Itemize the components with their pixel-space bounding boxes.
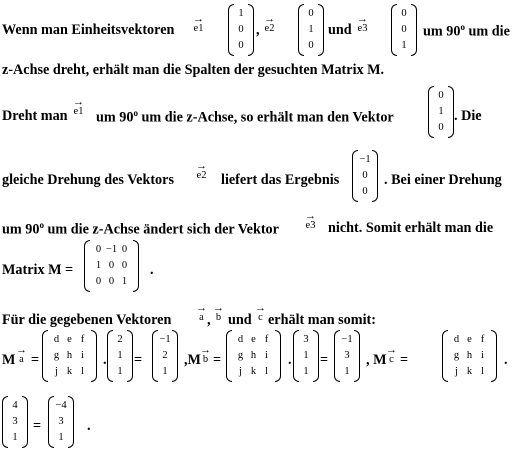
- matrix-cells: [304, 4, 318, 56]
- text: =: [33, 418, 42, 434]
- text: um 90$^o$ um die z-Achse ändert sich der Vektor: [2, 220, 279, 238]
- matrix-cell: 0: [108, 260, 115, 271]
- vector-e3-label: → e3: [305, 210, 316, 231]
- vector-Mc-matrix: [48, 396, 74, 448]
- vector-e3-matrix: [391, 4, 417, 56]
- matrix-cells: [234, 4, 248, 56]
- matrix-cell: 0: [238, 24, 244, 35]
- matrix-cells: [434, 86, 448, 138]
- matrix-cell: 1: [303, 350, 309, 361]
- vector-b-label: → b: [213, 302, 224, 323]
- matrix-cell: e: [467, 334, 472, 345]
- text: gleiche Drehung des Vektors: [2, 172, 174, 188]
- text: ,M: [184, 352, 201, 368]
- right-paren: [313, 330, 319, 382]
- matrix-cell: −1: [159, 334, 171, 345]
- matrix-cell: 0: [308, 40, 314, 51]
- text: =: [400, 352, 409, 368]
- matrix-cells: [8, 396, 22, 448]
- text: .: [150, 262, 154, 278]
- matrix-cell: 1: [162, 366, 168, 377]
- matrix-cell: 0: [401, 8, 407, 19]
- matrix-cell: 0: [438, 122, 444, 133]
- vector-e2-label: → e2: [196, 160, 207, 181]
- matrix-cell: 3: [12, 416, 18, 427]
- matrix-cell: 0: [362, 186, 368, 197]
- matrix-cell: d: [453, 334, 460, 345]
- text: . Bei einer Drehung: [384, 172, 502, 188]
- right-paren: [411, 4, 417, 56]
- right-paren: [91, 330, 97, 382]
- matrix-cell: −1: [359, 154, 371, 165]
- matrix-cell: f: [480, 334, 485, 345]
- matrix-cell: j: [55, 366, 58, 377]
- vector-e2-label: → e2: [264, 13, 275, 34]
- vector-e1-label: → e1: [193, 13, 204, 34]
- right-paren: [22, 396, 28, 448]
- matrix-cell: j: [239, 366, 242, 377]
- matrix-M-generic-c: [442, 330, 497, 382]
- matrix-cell: 1: [117, 350, 123, 361]
- right-paren: [172, 330, 178, 382]
- vector-a-label: → a: [16, 344, 27, 365]
- matrix-cell: k: [66, 366, 73, 377]
- matrix-cell: 1: [117, 366, 123, 377]
- matrix-cell: 0: [95, 244, 102, 255]
- matrix-cells: [340, 330, 354, 382]
- vector-e1-label: → e1: [73, 96, 84, 117]
- matrix-cell: g: [53, 350, 60, 361]
- matrix-cell: l: [481, 366, 484, 377]
- matrix-cell: f: [264, 334, 269, 345]
- matrix-M: [84, 240, 139, 292]
- vector-e1-matrix: [228, 4, 254, 56]
- vector-e2-matrix: [298, 4, 324, 56]
- matrix-cell: 0: [121, 260, 128, 271]
- matrix-cell: g: [237, 350, 244, 361]
- matrix-cell: i: [265, 350, 268, 361]
- right-paren: [372, 150, 378, 202]
- matrix-cell: d: [53, 334, 60, 345]
- right-paren: [275, 330, 281, 382]
- matrix-cell: g: [453, 350, 460, 361]
- vector-c-label: → c: [255, 302, 266, 323]
- matrix-M-generic-b: [226, 330, 281, 382]
- matrix-cells: [158, 330, 172, 382]
- matrix-cell: k: [466, 366, 473, 377]
- matrix-cell: k: [250, 366, 257, 377]
- text: nicht. Somit erhält man die: [328, 220, 494, 236]
- matrix-cell: 0: [238, 40, 244, 51]
- matrix-cell: l: [265, 366, 268, 377]
- matrix-cell: 1: [95, 260, 102, 271]
- matrix-cell: e: [251, 334, 256, 345]
- text: M: [2, 352, 16, 368]
- right-paren: [248, 4, 254, 56]
- text: und: [228, 312, 252, 328]
- matrix-cell: 3: [58, 416, 64, 427]
- matrix-cell: f: [80, 334, 85, 345]
- matrix-cell: 1: [344, 366, 350, 377]
- matrix-cell: 2: [162, 350, 168, 361]
- text: erhält man somit:: [268, 312, 376, 328]
- matrix-cell: 1: [438, 106, 444, 117]
- right-paren: [127, 330, 133, 382]
- vector-c-matrix: [2, 396, 28, 448]
- vector-a-label: → a: [196, 302, 207, 323]
- matrix-cell: e: [67, 334, 72, 345]
- text: =: [213, 352, 222, 368]
- matrix-cell: 3: [344, 350, 350, 361]
- text: z-Achse dreht, erhält man die Spalten der gesuchten Matrix M.: [2, 62, 385, 78]
- vector-b-label: → b: [200, 344, 211, 365]
- matrix-cell: 1: [58, 432, 64, 443]
- rotated-e2-matrix: [352, 150, 378, 202]
- matrix-cells: [397, 4, 411, 56]
- text: um 90$^o$ um die: [423, 22, 510, 40]
- right-paren: [491, 330, 497, 382]
- matrix-cell: 4: [12, 400, 18, 411]
- text: .: [103, 352, 107, 368]
- matrix-cells: [448, 330, 491, 382]
- text: Dreht man: [2, 108, 68, 124]
- matrix-cell: 1: [303, 366, 309, 377]
- text: =: [320, 352, 329, 368]
- matrix-M-generic-a: [42, 330, 97, 382]
- text: und: [328, 22, 352, 38]
- text: =: [134, 352, 143, 368]
- vector-a-matrix: [107, 330, 133, 382]
- matrix-cell: l: [81, 366, 84, 377]
- matrix-cell: −1: [105, 244, 118, 255]
- text: um 90$^o$ um die z-Achse, so erhält man den Vektor: [96, 108, 394, 126]
- right-paren: [68, 396, 74, 448]
- right-paren: [318, 4, 324, 56]
- text: ,: [256, 22, 260, 38]
- matrix-cell: h: [466, 350, 473, 361]
- matrix-cell: 1: [238, 8, 244, 19]
- text: Für die gegebenen Vektoren: [2, 312, 172, 328]
- matrix-cell: 0: [95, 276, 102, 287]
- text: . Die: [454, 108, 482, 124]
- right-paren: [354, 330, 360, 382]
- vector-Ma-matrix: [152, 330, 178, 382]
- text: .: [288, 352, 292, 368]
- text: .: [504, 352, 508, 368]
- matrix-cell: h: [66, 350, 73, 361]
- matrix-cell: d: [237, 334, 244, 345]
- matrix-cells: [113, 330, 127, 382]
- vector-Mb-matrix: [334, 330, 360, 382]
- text: .: [87, 418, 91, 434]
- matrix-cells: [48, 330, 91, 382]
- matrix-cells: [232, 330, 275, 382]
- text: , M: [366, 352, 387, 368]
- matrix-cell: 0: [362, 170, 368, 181]
- vector-e3-label: → e3: [357, 13, 368, 34]
- text: liefert das Ergebnis: [221, 172, 340, 188]
- rotated-e1-matrix: [428, 86, 454, 138]
- matrix-cell: 1: [121, 276, 128, 287]
- matrix-cell: 0: [438, 90, 444, 101]
- matrix-cell: 1: [401, 40, 407, 51]
- right-paren: [133, 240, 139, 292]
- matrix-cell: i: [481, 350, 484, 361]
- matrix-cell: 3: [303, 334, 309, 345]
- matrix-cells: [358, 150, 372, 202]
- matrix-cell: 0: [121, 244, 128, 255]
- matrix-cell: h: [250, 350, 257, 361]
- matrix-cell: −1: [341, 334, 353, 345]
- matrix-cell: 0: [108, 276, 115, 287]
- matrix-cells: [299, 330, 313, 382]
- matrix-cell: 1: [308, 24, 314, 35]
- matrix-cell: 2: [117, 334, 123, 345]
- vector-c-label: → c: [386, 344, 397, 365]
- matrix-cell: i: [81, 350, 84, 361]
- matrix-cell: 0: [308, 8, 314, 19]
- matrix-cells: [54, 396, 68, 448]
- text: Wenn man Einheitsvektoren: [2, 22, 175, 38]
- matrix-cell: 1: [12, 432, 18, 443]
- text: ,: [207, 312, 211, 328]
- vector-b-matrix: [293, 330, 319, 382]
- matrix-cells: [90, 240, 133, 292]
- matrix-cell: −4: [55, 400, 67, 411]
- matrix-cell: j: [455, 366, 458, 377]
- matrix-cell: 0: [401, 24, 407, 35]
- text: =: [31, 352, 40, 368]
- text: Matrix M =: [2, 262, 74, 278]
